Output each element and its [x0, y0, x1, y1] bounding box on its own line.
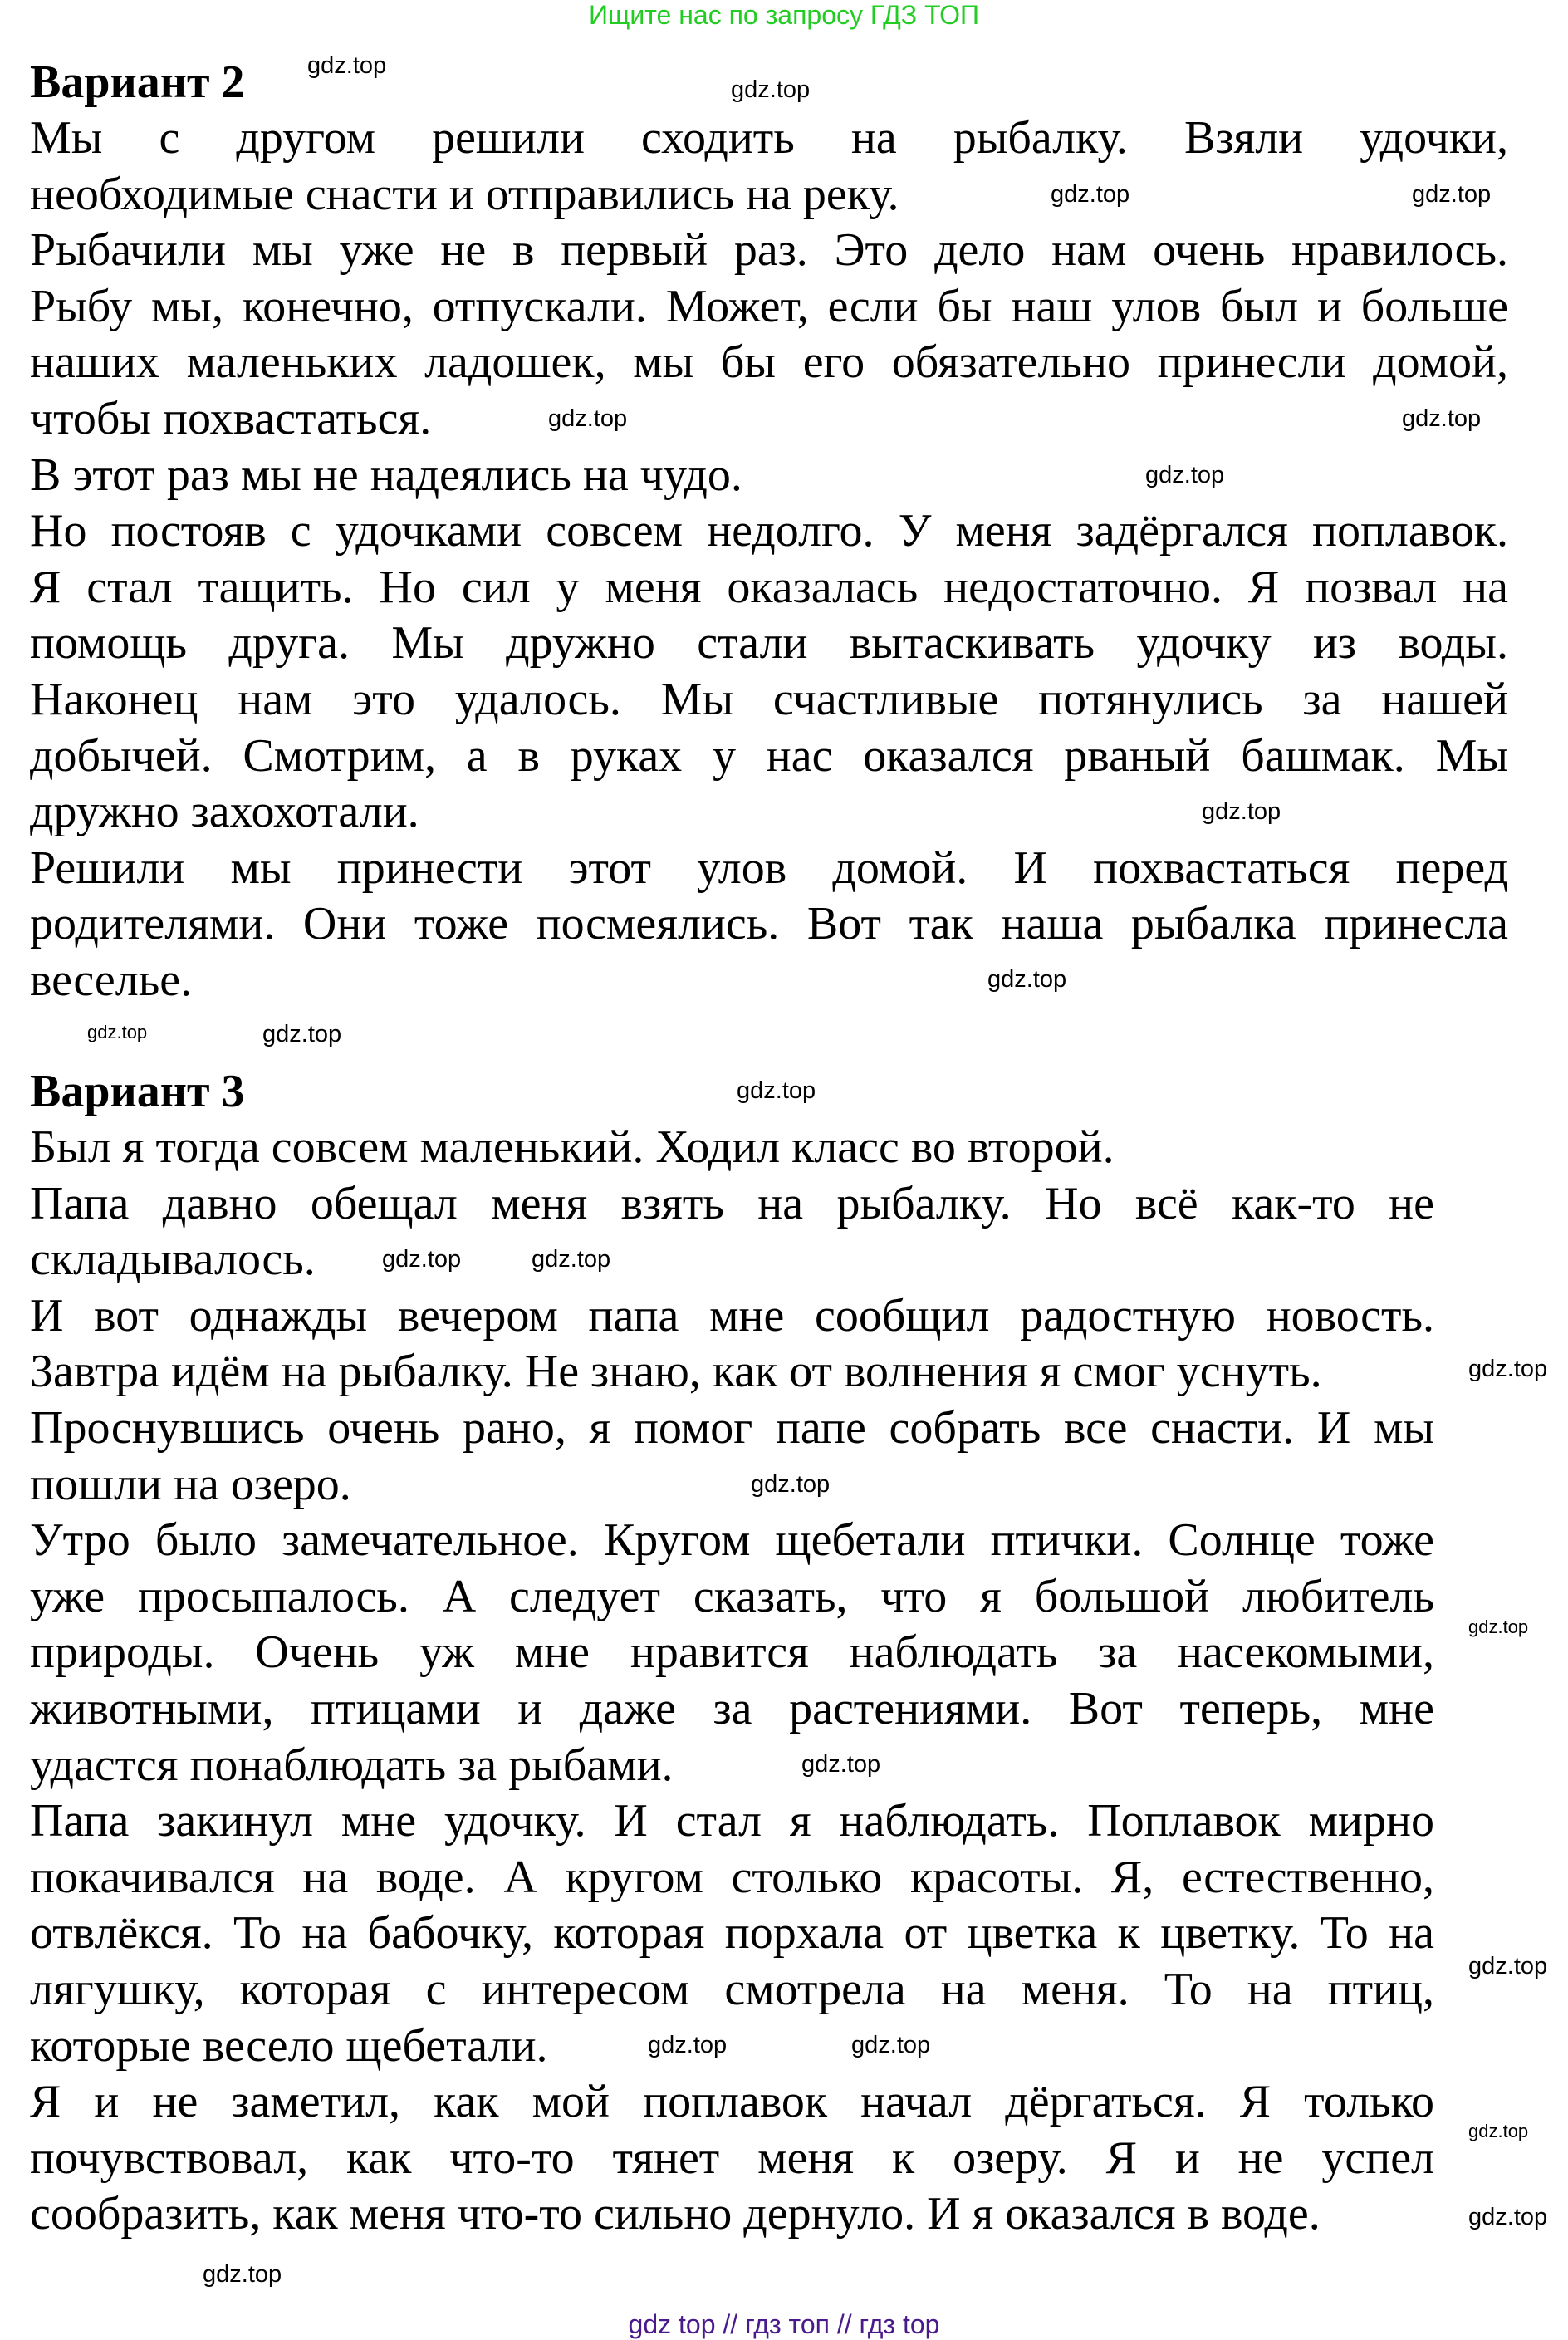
- watermark: gdz.top: [751, 1471, 831, 1498]
- watermark: gdz.top: [1468, 1953, 1548, 1979]
- paragraph: [30, 1176, 1434, 1288]
- text-line: которые весело щебетали.: [30, 2019, 548, 2072]
- paragraph: [30, 1120, 1434, 1176]
- text-line: Проснувшись очень рано, я помог папе собрать все снасти. И мы: [30, 1401, 1434, 1454]
- variant-3-section: [30, 1063, 1434, 2243]
- paragraph: [30, 841, 1508, 1009]
- text-line: Я стал тащить. Но сил у меня оказалась недостаточно. Я позвал на: [30, 561, 1508, 613]
- text-line: Наконец нам это удалось. Мы счастливые потянулись за нашей: [30, 673, 1508, 725]
- text-line: Был я тогда совсем маленький. Ходил класс во второй.: [30, 1121, 1115, 1173]
- text-line: почувствовал, как что-то тянет меня к озеру. Я и не успел: [30, 2132, 1434, 2184]
- watermark: gdz.top: [731, 76, 811, 103]
- variant-2-section: [30, 54, 1508, 1009]
- text-line: Папа давно обещал меня взять на рыбалку. Но всё как-то не: [30, 1177, 1434, 1229]
- text-line: сообразить, как меня что-то сильно дернуло. И я оказался в воде.: [30, 2188, 1321, 2240]
- text-line: Решили мы принести этот улов домой. И похвастаться перед: [30, 841, 1508, 894]
- watermark: gdz.top: [1051, 181, 1130, 208]
- text-line: покачивался на воде. А кругом столько красоты. Я, естественно,: [30, 1851, 1434, 1903]
- text-line: чтобы похвастаться.: [30, 392, 432, 444]
- watermark: gdz.top: [548, 405, 628, 432]
- paragraph: [30, 223, 1508, 447]
- text-line: родителями. Они тоже посмеялись. Вот так наша рыбалка принесла: [30, 898, 1508, 950]
- watermark: gdz.top: [262, 1021, 342, 1047]
- watermark: gdz.top: [1202, 798, 1281, 825]
- text-line: наших маленьких ладошек, мы бы его обязательно принесли домой,: [30, 336, 1508, 389]
- watermark: gdz.top: [1468, 1356, 1548, 1382]
- variant-title: Вариант 2: [30, 56, 245, 108]
- watermark: gdz.top: [1412, 181, 1492, 208]
- paragraph: [30, 1288, 1434, 1401]
- text-line: дружно захохотали.: [30, 786, 419, 838]
- text-line: Рыбу мы, конечно, отпускали. Может, если бы наш улов был и больше: [30, 280, 1508, 332]
- text-line: природы. Очень уж мне нравится наблюдать за насекомыми,: [30, 1626, 1434, 1679]
- text-line: необходимые снасти и отправились на реку.: [30, 168, 899, 220]
- text-line: И вот однажды вечером папа мне сообщил радостную новость.: [30, 1289, 1434, 1342]
- text-line: Мы с другом решили сходить на рыбалку. Взяли удочки,: [30, 112, 1508, 164]
- watermark: gdz.top: [737, 1077, 816, 1104]
- watermark: gdz.top: [1402, 405, 1482, 432]
- text-line: животными, птицами и даже за растениями. Вот теперь, мне: [30, 1682, 1434, 1734]
- watermark: gdz.top: [1468, 2121, 1529, 2141]
- paragraph: [30, 448, 1508, 504]
- text-line: пошли на озеро.: [30, 1458, 351, 1510]
- text-line: В этот раз мы не надеялись на чудо.: [30, 449, 742, 501]
- watermark: gdz.top: [1468, 1616, 1529, 1637]
- watermark: gdz.top: [648, 2032, 728, 2058]
- text-line: складывалось.: [30, 1234, 316, 1286]
- text-line: отвлёкся. То на бабочку, которая порхала от цветка к цветку. То на: [30, 1907, 1434, 1960]
- variant-title: Вариант 3: [30, 1066, 245, 1117]
- text-line: Завтра идём на рыбалку. Не знаю, как от волнения я смог уснуть.: [30, 1346, 1322, 1398]
- text-line: Папа закинул мне удочку. И стал я наблюдать. Поплавок мирно: [30, 1795, 1434, 1847]
- watermark: gdz.top: [851, 2032, 931, 2058]
- watermark: gdz.top: [203, 2261, 282, 2288]
- watermark: gdz.top: [801, 1751, 881, 1778]
- watermark: gdz.top: [1468, 2204, 1548, 2230]
- text-line: Но постояв с удочками совсем недолго. У меня задёргался поплавок.: [30, 505, 1508, 557]
- watermark: gdz.top: [987, 966, 1067, 993]
- text-line: уже просыпалось. А следует сказать, что я большой любитель: [30, 1570, 1434, 1622]
- watermark: gdz.top: [87, 1022, 148, 1042]
- watermark: gdz.top: [1145, 462, 1225, 488]
- text-line: Рыбачили мы уже не в первый раз. Это дело нам очень нравилось.: [30, 224, 1508, 277]
- text-line: помощь друга. Мы дружно стали вытаскивать удочку из воды.: [30, 617, 1508, 670]
- watermark: gdz.top: [532, 1246, 611, 1273]
- bottom-banner: gdz top // гдз топ // гдз top: [628, 2309, 940, 2339]
- paragraph: [30, 1793, 1434, 2074]
- text-line: удастся понаблюдать за рыбами.: [30, 1739, 674, 1791]
- paragraph: [30, 110, 1508, 223]
- watermark: gdz.top: [307, 52, 387, 79]
- text-line: Я и не заметил, как мой поплавок начал дёргаться. Я только: [30, 2076, 1434, 2128]
- paragraph: [30, 2074, 1434, 2243]
- text-line: лягушку, которая с интересом смотрела на меня. То на птиц,: [30, 1963, 1434, 2015]
- top-banner: Ищите нас по запросу ГДЗ ТОП: [589, 0, 979, 30]
- text-line: веселье.: [30, 954, 193, 1006]
- watermark: gdz.top: [382, 1246, 462, 1273]
- paragraph: [30, 503, 1508, 841]
- text-line: Утро было замечательное. Кругом щебетали птички. Солнце тоже: [30, 1514, 1434, 1567]
- paragraph: [30, 1401, 1434, 1513]
- text-line: добычей. Смотрим, а в руках у нас оказался рваный башмак. Мы: [30, 729, 1508, 782]
- paragraph: [30, 1513, 1434, 1793]
